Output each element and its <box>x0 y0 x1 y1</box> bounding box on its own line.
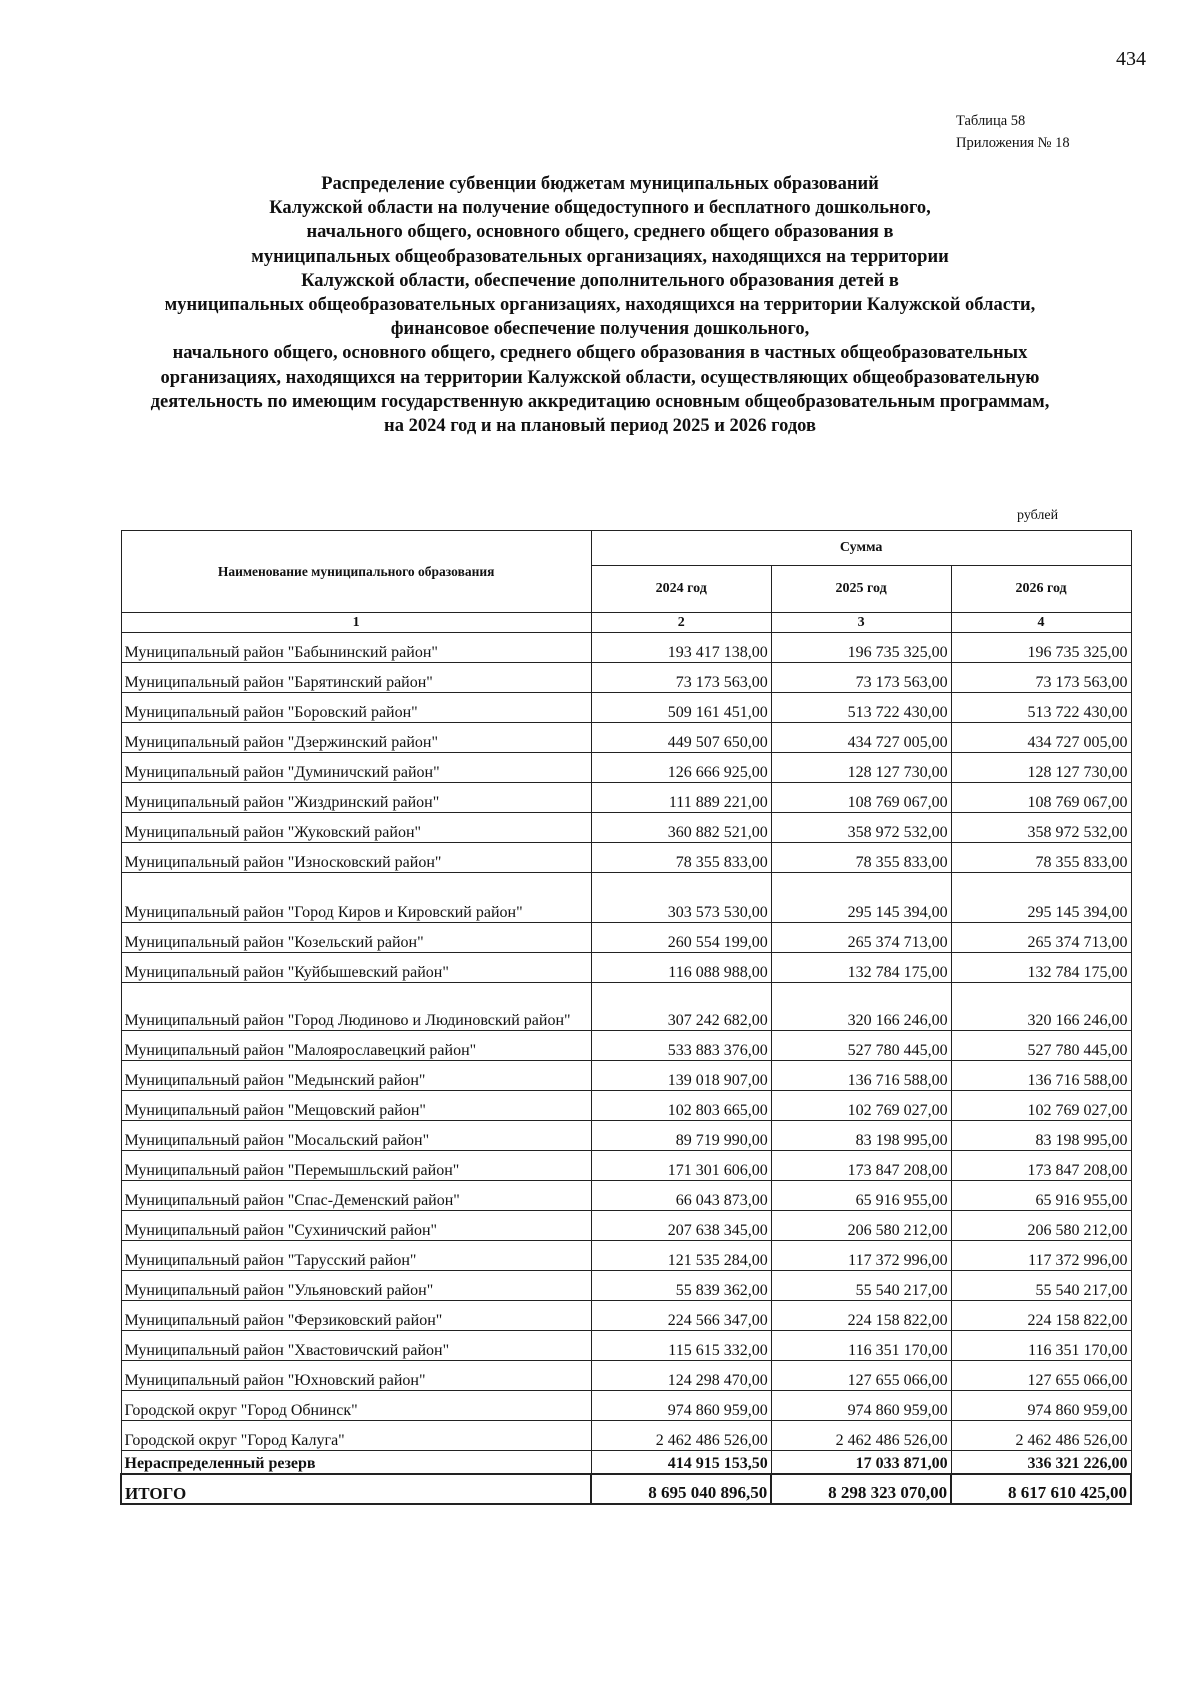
amount-2025: 974 860 959,00 <box>771 1391 951 1421</box>
header-year-2026: 2026 год <box>951 566 1131 613</box>
amount-2025: 55 540 217,00 <box>771 1271 951 1301</box>
table-row <box>121 1361 1131 1391</box>
amount-2026: 78 355 833,00 <box>951 843 1131 873</box>
amount-2025: 73 173 563,00 <box>771 663 951 693</box>
table-row <box>121 633 1131 663</box>
total-name: ИТОГО <box>121 1474 591 1504</box>
amount-2026: 132 784 175,00 <box>951 953 1131 983</box>
amount-2025: 265 374 713,00 <box>771 923 951 953</box>
appendix-label: Приложения № 18 <box>956 135 1070 151</box>
amount-2026: 295 145 394,00 <box>951 873 1131 923</box>
amount-2026: 102 769 027,00 <box>951 1091 1131 1121</box>
table-row <box>121 1241 1131 1271</box>
amount-2025: 224 158 822,00 <box>771 1301 951 1331</box>
amount-2024: 974 860 959,00 <box>591 1391 771 1421</box>
amount-2024: 449 507 650,00 <box>591 723 771 753</box>
table-row <box>121 813 1131 843</box>
table-row <box>121 1331 1131 1361</box>
amount-2025: 132 784 175,00 <box>771 953 951 983</box>
municipality-name: Муниципальный район "Хвастовичский район" <box>121 1331 591 1361</box>
amount-2026: 974 860 959,00 <box>951 1391 1131 1421</box>
title-line: организациях, находящихся на территории Калужской области, осуществляющих общеобразовательную <box>160 367 1040 388</box>
amount-2025: 206 580 212,00 <box>771 1211 951 1241</box>
title-line: начального общего, основного общего, среднего общего образования в частных общеобразовательных <box>172 343 1028 364</box>
amount-2026: 55 540 217,00 <box>951 1271 1131 1301</box>
amount-2025: 434 727 005,00 <box>771 723 951 753</box>
total-2024: 8 695 040 896,50 <box>591 1474 771 1504</box>
amount-2025: 116 351 170,00 <box>771 1331 951 1361</box>
amount-2024: 139 018 907,00 <box>591 1061 771 1091</box>
amount-2026: 320 166 246,00 <box>951 983 1131 1031</box>
table-row <box>121 1421 1131 1451</box>
amount-2024: 171 301 606,00 <box>591 1151 771 1181</box>
table-row <box>121 1151 1131 1181</box>
table-row <box>121 693 1131 723</box>
reserve-2024: 414 915 153,50 <box>591 1451 771 1475</box>
amount-2025: 513 722 430,00 <box>771 693 951 723</box>
amount-2025: 78 355 833,00 <box>771 843 951 873</box>
header-year-2025: 2025 год <box>771 566 951 613</box>
amount-2026: 117 372 996,00 <box>951 1241 1131 1271</box>
title-line: деятельность по имеющим государственную аккредитацию основным общеобразовательным программам, <box>150 391 1050 412</box>
municipality-name: Муниципальный район "Юхновский район" <box>121 1361 591 1391</box>
amount-2026: 434 727 005,00 <box>951 723 1131 753</box>
table-row <box>121 1391 1131 1421</box>
table-row <box>121 983 1131 1031</box>
table-row <box>121 1271 1131 1301</box>
municipality-name: Муниципальный район "Малоярославецкий район" <box>121 1031 591 1061</box>
reserve-2026: 336 321 226,00 <box>951 1451 1131 1475</box>
amount-2025: 2 462 486 526,00 <box>771 1421 951 1451</box>
amount-2025: 65 916 955,00 <box>771 1181 951 1211</box>
amount-2026: 2 462 486 526,00 <box>951 1421 1131 1451</box>
amount-2025: 83 198 995,00 <box>771 1121 951 1151</box>
amount-2025: 128 127 730,00 <box>771 753 951 783</box>
amount-2024: 115 615 332,00 <box>591 1331 771 1361</box>
municipality-name: Муниципальный район "Город Киров и Кировский район" <box>121 873 591 923</box>
amount-2025: 102 769 027,00 <box>771 1091 951 1121</box>
table-row <box>121 1181 1131 1211</box>
amount-2024: 89 719 990,00 <box>591 1121 771 1151</box>
table-row <box>121 843 1131 873</box>
amount-2026: 173 847 208,00 <box>951 1151 1131 1181</box>
subvention-table <box>120 530 1132 1505</box>
municipality-name: Муниципальный район "Ульяновский район" <box>121 1271 591 1301</box>
title-line: Калужской области, обеспечение дополнительного образования детей в <box>301 270 899 291</box>
amount-2026: 206 580 212,00 <box>951 1211 1131 1241</box>
municipality-name: Муниципальный район "Жуковский район" <box>121 813 591 843</box>
table-label: Таблица 58 <box>956 113 1026 129</box>
amount-2024: 303 573 530,00 <box>591 873 771 923</box>
reserve-row <box>121 1451 1131 1475</box>
table-row <box>121 1211 1131 1241</box>
title-line: на 2024 год и на плановый период 2025 и 2026 годов <box>384 416 816 437</box>
header-municipality: Наименование муниципального образования <box>121 531 591 613</box>
amount-2025: 320 166 246,00 <box>771 983 951 1031</box>
amount-2026: 83 198 995,00 <box>951 1121 1131 1151</box>
municipality-name: Муниципальный район "Жиздринский район" <box>121 783 591 813</box>
title-line: муниципальных общеобразовательных организациях, находящихся на территории <box>251 246 949 267</box>
amount-2024: 224 566 347,00 <box>591 1301 771 1331</box>
table-row <box>121 753 1131 783</box>
title-line: Калужской области на получение общедоступного и бесплатного дошкольного, <box>269 198 931 219</box>
units-label: рублей <box>1017 508 1059 523</box>
document-title <box>70 172 1130 438</box>
table-row <box>121 953 1131 983</box>
municipality-name: Муниципальный район "Медынский район" <box>121 1061 591 1091</box>
table-row <box>121 1031 1131 1061</box>
amount-2025: 358 972 532,00 <box>771 813 951 843</box>
amount-2024: 509 161 451,00 <box>591 693 771 723</box>
table-row <box>121 783 1131 813</box>
municipality-name: Муниципальный район "Бабынинский район" <box>121 633 591 663</box>
table-row <box>121 1121 1131 1151</box>
amount-2026: 136 716 588,00 <box>951 1061 1131 1091</box>
municipality-name: Городской округ "Город Калуга" <box>121 1421 591 1451</box>
municipality-name: Муниципальный район "Мосальский район" <box>121 1121 591 1151</box>
amount-2024: 124 298 470,00 <box>591 1361 771 1391</box>
table-row <box>121 873 1131 923</box>
page-number: 434 <box>1116 48 1146 70</box>
municipality-name: Муниципальный район "Барятинский район" <box>121 663 591 693</box>
amount-2026: 527 780 445,00 <box>951 1031 1131 1061</box>
table-row <box>121 723 1131 753</box>
amount-2024: 102 803 665,00 <box>591 1091 771 1121</box>
table-row <box>121 663 1131 693</box>
amount-2024: 78 355 833,00 <box>591 843 771 873</box>
amount-2025: 295 145 394,00 <box>771 873 951 923</box>
column-number: 2 <box>591 613 771 633</box>
total-row <box>121 1474 1131 1504</box>
amount-2025: 108 769 067,00 <box>771 783 951 813</box>
amount-2024: 533 883 376,00 <box>591 1031 771 1061</box>
municipality-name: Муниципальный район "Спас-Деменский район" <box>121 1181 591 1211</box>
amount-2026: 224 158 822,00 <box>951 1301 1131 1331</box>
amount-2024: 260 554 199,00 <box>591 923 771 953</box>
table-row <box>121 923 1131 953</box>
municipality-name: Городской округ "Город Обнинск" <box>121 1391 591 1421</box>
amount-2025: 527 780 445,00 <box>771 1031 951 1061</box>
municipality-name: Муниципальный район "Козельский район" <box>121 923 591 953</box>
title-line: финансовое обеспечение получения дошкольного, <box>390 319 810 340</box>
amount-2026: 265 374 713,00 <box>951 923 1131 953</box>
amount-2024: 116 088 988,00 <box>591 953 771 983</box>
municipality-name: Муниципальный район "Город Людиново и Людиновский район" <box>121 983 591 1031</box>
municipality-name: Муниципальный район "Боровский район" <box>121 693 591 723</box>
amount-2026: 73 173 563,00 <box>951 663 1131 693</box>
municipality-name: Муниципальный район "Думиничский район" <box>121 753 591 783</box>
reserve-name: Нераспределенный резерв <box>121 1451 591 1475</box>
amount-2025: 127 655 066,00 <box>771 1361 951 1391</box>
amount-2025: 117 372 996,00 <box>771 1241 951 1271</box>
municipality-name: Муниципальный район "Дзержинский район" <box>121 723 591 753</box>
amount-2024: 2 462 486 526,00 <box>591 1421 771 1451</box>
header-year-2024: 2024 год <box>591 566 771 613</box>
amount-2026: 108 769 067,00 <box>951 783 1131 813</box>
amount-2024: 55 839 362,00 <box>591 1271 771 1301</box>
title-line: Распределение субвенции бюджетам муниципальных образований <box>321 174 879 194</box>
municipality-name: Муниципальный район "Куйбышевский район" <box>121 953 591 983</box>
amount-2025: 136 716 588,00 <box>771 1061 951 1091</box>
table-row <box>121 1091 1131 1121</box>
amount-2025: 173 847 208,00 <box>771 1151 951 1181</box>
amount-2024: 360 882 521,00 <box>591 813 771 843</box>
total-2025: 8 298 323 070,00 <box>771 1474 951 1504</box>
amount-2025: 196 735 325,00 <box>771 633 951 663</box>
title-line: муниципальных общеобразовательных организациях, находящихся на территории Калужской области, <box>164 295 1036 316</box>
amount-2026: 358 972 532,00 <box>951 813 1131 843</box>
amount-2024: 121 535 284,00 <box>591 1241 771 1271</box>
municipality-name: Муниципальный район "Ферзиковский район" <box>121 1301 591 1331</box>
header-sum: Сумма <box>591 531 1131 566</box>
amount-2024: 193 417 138,00 <box>591 633 771 663</box>
amount-2024: 73 173 563,00 <box>591 663 771 693</box>
municipality-name: Муниципальный район "Тарусский район" <box>121 1241 591 1271</box>
municipality-name: Муниципальный район "Мещовский район" <box>121 1091 591 1121</box>
total-2026: 8 617 610 425,00 <box>951 1474 1131 1504</box>
amount-2026: 127 655 066,00 <box>951 1361 1131 1391</box>
column-number: 1 <box>121 613 591 633</box>
reserve-2025: 17 033 871,00 <box>771 1451 951 1475</box>
title-line: начального общего, основного общего, среднего общего образования в <box>306 222 894 243</box>
amount-2026: 116 351 170,00 <box>951 1331 1131 1361</box>
table-row <box>121 1301 1131 1331</box>
table-reference <box>956 110 1070 154</box>
municipality-name: Муниципальный район "Износковский район" <box>121 843 591 873</box>
table-row <box>121 1061 1131 1091</box>
municipality-name: Муниципальный район "Сухиничский район" <box>121 1211 591 1241</box>
amount-2024: 111 889 221,00 <box>591 783 771 813</box>
amount-2024: 207 638 345,00 <box>591 1211 771 1241</box>
amount-2026: 128 127 730,00 <box>951 753 1131 783</box>
amount-2024: 307 242 682,00 <box>591 983 771 1031</box>
amount-2026: 513 722 430,00 <box>951 693 1131 723</box>
amount-2026: 196 735 325,00 <box>951 633 1131 663</box>
amount-2024: 66 043 873,00 <box>591 1181 771 1211</box>
column-number: 3 <box>771 613 951 633</box>
municipality-name: Муниципальный район "Перемышльский район" <box>121 1151 591 1181</box>
column-number: 4 <box>951 613 1131 633</box>
amount-2024: 126 666 925,00 <box>591 753 771 783</box>
amount-2026: 65 916 955,00 <box>951 1181 1131 1211</box>
